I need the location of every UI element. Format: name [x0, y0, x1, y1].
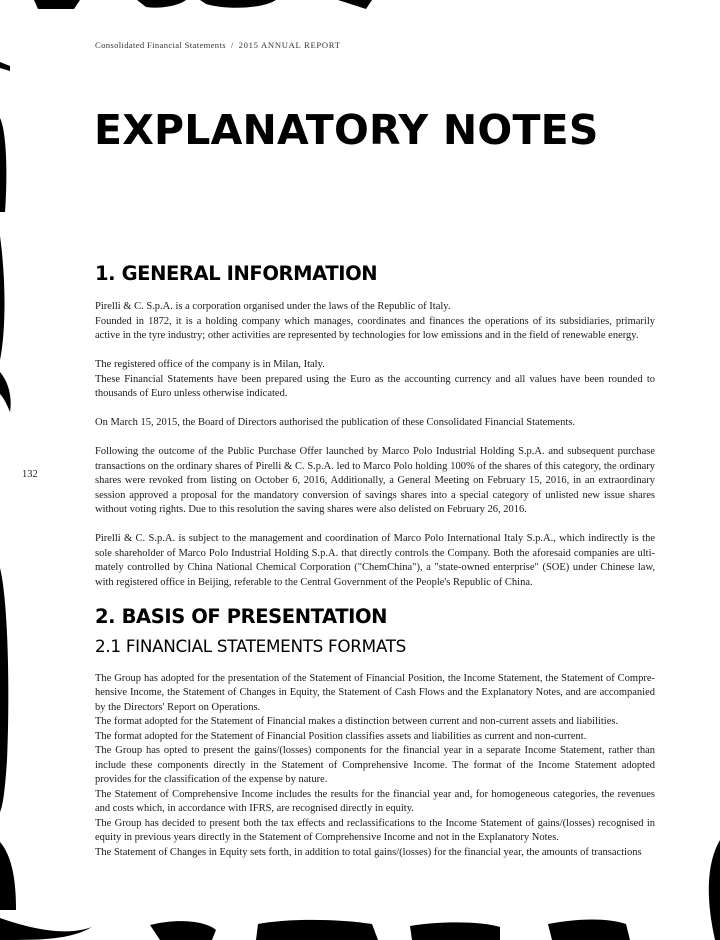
- header-report-name: 2015 ANNUAL REPORT: [238, 40, 341, 50]
- page-number: 132: [22, 469, 38, 480]
- section-basis-of-presentation: [95, 605, 655, 861]
- paragraph: [95, 300, 655, 344]
- text-line: Pirelli & C. S.p.A. is subject to the management and coordination of Marco Polo International Italy S.p.A., which indirectly is the sole shareholder of Marco Polo Industrial Holding S.p.A. that directly controls the Company. Both the aforesaid companies are ulti-mately controlled by China National Chemical Corporation ("ChemChina"), a "state-owned enterprise" (SOE) under Chinese law, with registered office in Beijing, referable to the Central Government of the People's Republic of China.: [95, 533, 655, 588]
- text-line: The format adopted for the Statement of Financial Position classifies assets and liabilities as current and non-current.: [95, 730, 587, 742]
- text-line: The format adopted for the Statement of Financial makes a distinction between current and non-current assets and liabilities.: [95, 716, 619, 727]
- paragraph: [95, 358, 655, 402]
- section-general-information: [95, 262, 655, 590]
- text-line: Pirelli & C. S.p.A. is a corporation organised under the laws of the Republic of Italy.: [95, 301, 451, 312]
- paragraph: [95, 672, 655, 861]
- text-line: The Group has adopted for the presentation of the Statement of Financial Position, the Income Statement, the Statement of Compre-hensive Income, the Statement of Changes in Equity, the Statement of Cash Flows and the Explanatory Notes, and are accompanied by the Directors' Report on Operations.: [95, 672, 655, 713]
- text-line: Following the outcome of the Public Purchase Offer launched by Marco Polo Industrial Holding S.p.A. and subsequent purchase transactions on the ordinary shares of Pirelli & C. S.p.A. led to Marco Polo holding 100% of the shares of this category, the ordinary shares were revoked from listing on October 6, 2016, Additionally, a General Meeting on February 15, 2016, in an extraordinary session approved a proposal for the mandatory conversion of savings shares into a special category of unlisted new issue shares without voting rights. Due to this resolution the saving shares were also delisted on February 26, 2016.: [95, 446, 655, 515]
- page-title: EXPLANATORY NOTES: [94, 106, 599, 154]
- text-line: The Statement of Changes in Equity sets forth, in addition to total gains/(losses) for the financial year, the amounts of transactions: [95, 846, 642, 858]
- text-line: The Statement of Comprehensive Income includes the results for the financial year and, for homogeneous categories, the revenues and costs which, in accordance with IFRS, are recognised directly in equity.: [95, 788, 655, 814]
- text-line: The Group has opted to present the gains/(losses) components for the financial year in a separate Income Statement, rather than include these components directly in the Statement of Comprehensive Income. The format of the Income Statement adopted provides for the classification of the expense by nature.: [95, 745, 655, 785]
- document-body: [95, 262, 655, 860]
- paragraph: [95, 416, 655, 431]
- text-line: These Financial Statements have been prepared using the Euro as the accounting currency and all values have been rounded to thousands of Euro unless otherwise indicated.: [95, 373, 655, 399]
- running-header: [95, 40, 341, 50]
- text-line: On March 15, 2015, the Board of Directors authorised the publication of these Consolidated Financial Statements.: [95, 417, 575, 428]
- text-line: Founded in 1872, it is a holding company which manages, coordinates and finances the operations of its subsidiaries, primarily active in the tyre industry; other activities are represented by technologies for low emissions and in the field of renewable energy.: [95, 315, 655, 341]
- section-heading-basis-of-presentation: 2. BASIS OF PRESENTATION: [95, 604, 388, 628]
- section-heading-general-information: 1. GENERAL INFORMATION: [95, 262, 378, 285]
- paragraph: [95, 532, 655, 590]
- paragraph: [95, 445, 655, 518]
- header-doc-title: Consolidated Financial Statements: [95, 40, 226, 50]
- subsection-heading-financial-statements-formats: 2.1 FINANCIAL STATEMENTS FORMATS: [95, 635, 407, 656]
- header-separator: /: [230, 40, 234, 50]
- text-line: The registered office of the company is in Milan, Italy.: [95, 359, 325, 370]
- text-line: The Group has decided to present both the tax effects and reclassifications to the Income Statement of gains/(losses) recognised in equity in previous years directly in the Statement of Comprehensive Income and not in the Explanatory Notes.: [95, 817, 655, 843]
